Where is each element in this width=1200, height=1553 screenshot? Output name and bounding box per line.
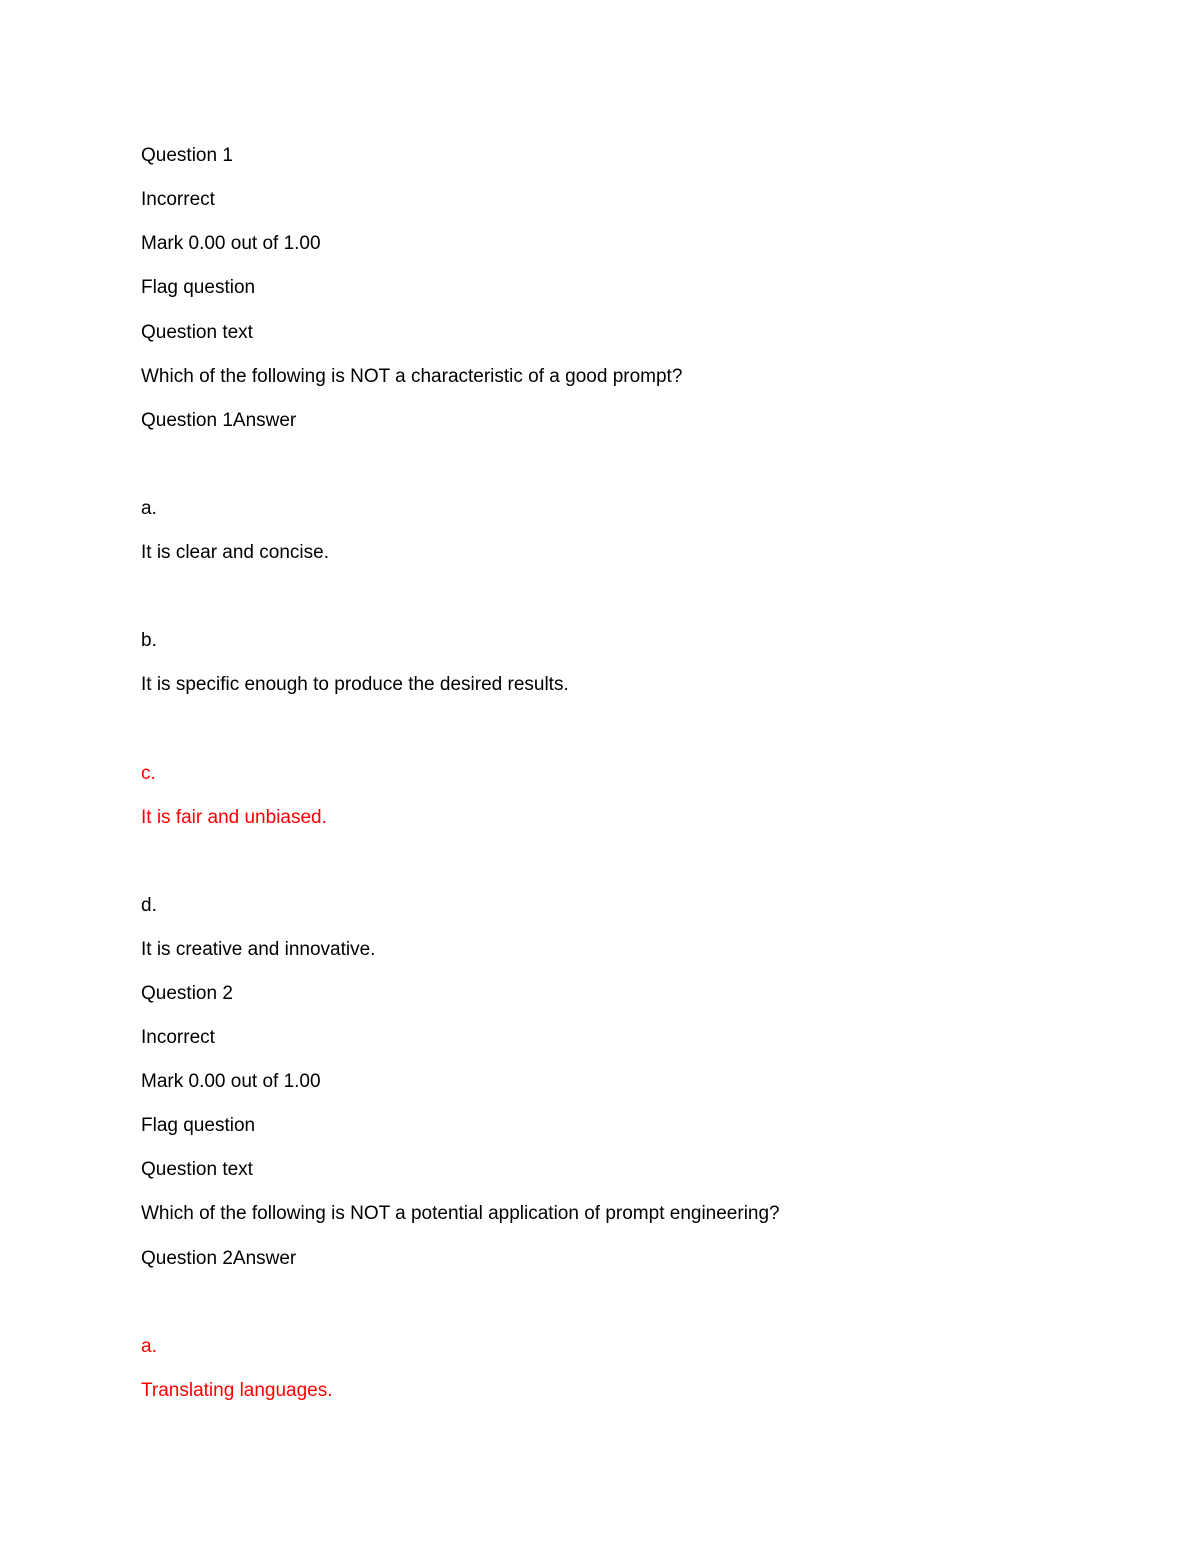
question-1-text-label: Question text xyxy=(141,322,253,343)
question-1-prompt: Which of the following is NOT a characteristic of a good prompt? xyxy=(141,366,683,387)
question-2-title: Question 2 xyxy=(141,983,233,1004)
question-2-text-label: Question text xyxy=(141,1159,253,1180)
question-2-status: Incorrect xyxy=(141,1027,215,1048)
question-1-answer-label: Question 1Answer xyxy=(141,410,297,431)
question-2-option-a-text: Translating languages. xyxy=(141,1380,333,1401)
question-1-mark: Mark 0.00 out of 1.00 xyxy=(141,233,321,254)
question-1-option-a-letter: a. xyxy=(141,498,157,519)
question-1-title: Question 1 xyxy=(141,145,233,166)
question-1-option-b-text: It is specific enough to produce the desired results. xyxy=(141,674,569,695)
question-2-flag: Flag question xyxy=(141,1115,256,1136)
question-2-prompt: Which of the following is NOT a potential application of prompt engineering? xyxy=(141,1203,780,1224)
question-1-option-c-text: It is fair and unbiased. xyxy=(141,807,327,828)
question-2-mark: Mark 0.00 out of 1.00 xyxy=(141,1071,321,1092)
question-1-status: Incorrect xyxy=(141,189,215,210)
question-2-answer-label: Question 2Answer xyxy=(141,1248,297,1269)
question-2-option-a-letter: a. xyxy=(141,1336,157,1357)
question-1-option-c-letter: c. xyxy=(141,763,156,784)
question-1-option-a-text: It is clear and concise. xyxy=(141,542,329,563)
question-1-option-b-letter: b. xyxy=(141,630,157,651)
question-1-flag: Flag question xyxy=(141,277,256,298)
question-1-option-d-letter: d. xyxy=(141,895,157,916)
question-1-option-d-text: It is creative and innovative. xyxy=(141,939,376,960)
